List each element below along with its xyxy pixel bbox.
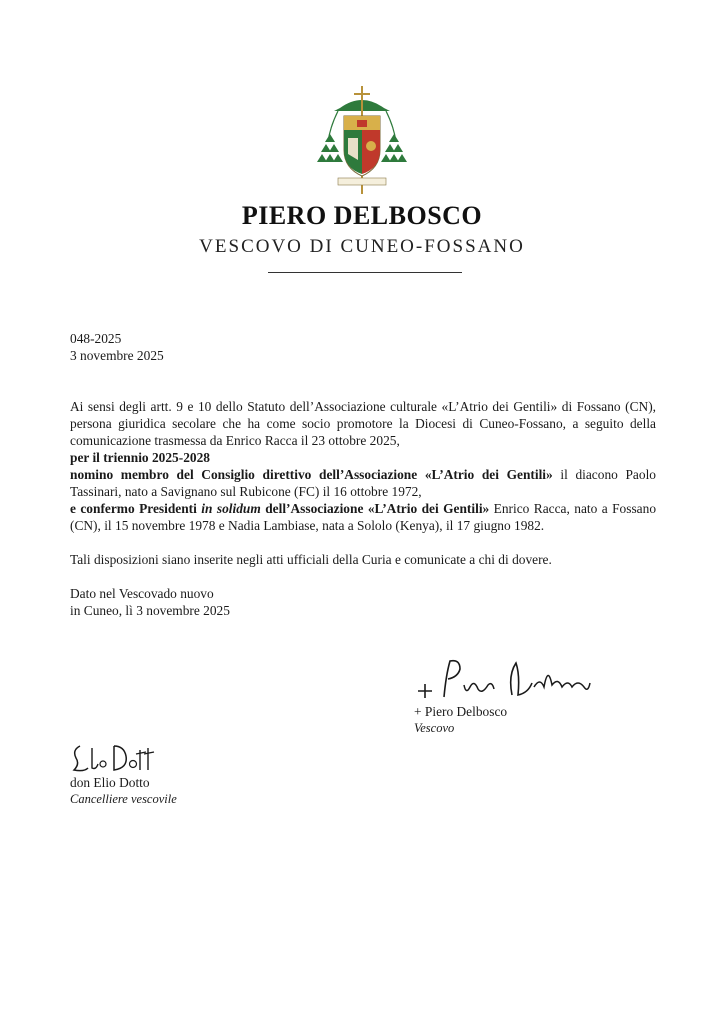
preamble-paragraph: Ai sensi degli artt. 9 e 10 dello Statuto dell’Associazione culturale «L’Atrio dei Gentili» di Fossano (CN), persona giuridica secolare che ha come socio promotore la Diocesi di Cuneo-Fossano, a seguito della comunicazione trasmessa da Enrico Racca il 23 ottobre 2025, (70, 399, 656, 448)
nomination-paragraph (70, 466, 656, 500)
letterhead-divider (268, 272, 462, 273)
confirmation-paragraph (70, 500, 656, 534)
chancellor-role: Cancelliere vescovile (70, 792, 177, 806)
bishop-handwritten-signature (414, 655, 594, 703)
confirmation-bold-a: e confermo Presidenti (70, 501, 202, 516)
chancellor-name: don Elio Dotto (70, 775, 150, 790)
bishop-name: + Piero Delbosco (414, 704, 508, 719)
place-line-2: in Cuneo, lì 3 novembre 2025 (70, 603, 230, 618)
protocol-number: 048-2025 (70, 331, 122, 346)
coat-of-arms-logo (312, 82, 412, 202)
bishop-role: Vescovo (414, 721, 455, 735)
nomination-bold: nomino membro del Consiglio direttivo dell’Associazione «L’Atrio dei Gentili» (70, 467, 553, 482)
confirmation-italic: in solidum (201, 501, 261, 516)
chancellor-signature-block (70, 742, 177, 808)
closing-paragraph: Tali disposizioni siano inserite negli atti ufficiali della Curia e comunicate a chi di dovere. (70, 552, 552, 567)
decree-body (70, 330, 656, 619)
document-date: 3 novembre 2025 (70, 348, 164, 363)
confirmation-text: Enrico Racca, nato a Fossano (CN), il 15 novembre 1978 e Nadia Lambiase, nata a Sololo (Kenya), il 17 giugno 1982. (70, 501, 657, 533)
confirmation-bold-b: dell’Associazione «L’Atrio dei Gentili» (260, 501, 490, 516)
place-line-1: Dato nel Vescovado nuovo (70, 586, 214, 601)
letterhead-name: PIERO DELBOSCO (241, 201, 483, 230)
nomination-text: il diacono Paolo Tassinari, nato a Savignano sul Rubicone (FC) il 16 ottobre 1972, (70, 467, 656, 499)
chancellor-handwritten-signature (70, 742, 160, 774)
letterhead-title: VESCOVO DI CUNEO-FOSSANO (199, 236, 525, 257)
triennium-line: per il triennio 2025-2028 (70, 450, 210, 465)
bishop-signature-block (414, 655, 594, 737)
